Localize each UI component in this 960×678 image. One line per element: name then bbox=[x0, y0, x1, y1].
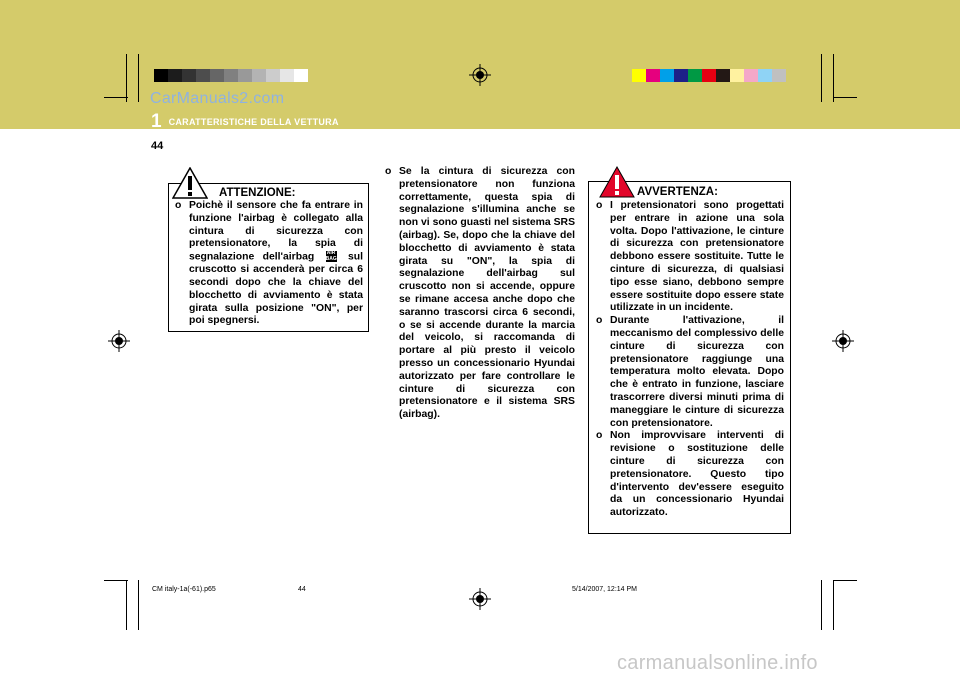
crop-mark bbox=[821, 54, 822, 102]
chapter-heading bbox=[151, 111, 339, 133]
registration-mark-icon bbox=[469, 64, 491, 86]
footer-page: 44 bbox=[298, 586, 306, 593]
color-swatch bbox=[772, 69, 786, 82]
color-swatch bbox=[688, 69, 702, 82]
registration-mark-icon bbox=[832, 330, 854, 352]
page-number: 44 bbox=[151, 140, 164, 152]
grayscale-swatch bbox=[252, 69, 266, 82]
list-item bbox=[596, 200, 784, 315]
grayscale-swatch bbox=[266, 69, 280, 82]
avvertenza-title: AVVERTENZA: bbox=[637, 186, 718, 198]
middle-paragraph: Se la cintura di sicurezza con pretensionatore non funziona correttamente, questa spia di segnalazione s'illumina anche se non vi sono guasti nel sistema SRS (airbag). Se, dopo che la chiave del blocchetto di avviamento è stata girata su "ON", la spia di segnalazione dell'airbag sul cruscotto non si accende, oppure se rimane accesa anche dopo che saranno trascorsi circa 6 secondi, o se si accende durante la marcia del veicolo, si raccomanda di portare al più presto il veicolo presso un concessionario Hyundai autorizzato per fare controllare le cinture di sicurezza con pretensionatore e il sistema SRS (airbag). bbox=[399, 166, 575, 421]
list-item-text: I pretensionatori sono progettati per entrare in azione una sola volta. Dopo l'attivazione, le cinture di sicurezza con pretensionatore debbono essere sostituite. Tutte le cinture di sicurezza, di qualsiasi tipo esse siano, debbono sempre essere sostituite dopo essere state utilizzate in un incidente. bbox=[610, 200, 784, 314]
left-color-swatches bbox=[154, 69, 308, 82]
grayscale-swatch bbox=[294, 69, 308, 82]
crop-mark bbox=[104, 580, 128, 581]
bullet: o bbox=[596, 430, 603, 442]
list-item bbox=[596, 315, 784, 430]
color-swatch bbox=[758, 69, 772, 82]
bullet: o bbox=[385, 166, 392, 177]
bullet: o bbox=[175, 200, 182, 211]
list-item bbox=[596, 430, 784, 520]
crop-mark bbox=[138, 580, 139, 630]
crop-mark bbox=[833, 580, 857, 581]
color-swatch bbox=[716, 69, 730, 82]
registration-mark-icon bbox=[108, 330, 130, 352]
crop-mark bbox=[126, 580, 127, 630]
site-watermark[interactable]: CarManuals2.com bbox=[150, 90, 285, 107]
chapter-title: CARATTERISTICHE DELLA VETTURA bbox=[168, 117, 339, 127]
list-item-text: Durante l'attivazione, il meccanismo del complessivo delle cinture di sicurezza con pretensionatore raggiunge una temperatura molto elevata. Dopo che è entrato in funzione, lasciare trascorrere diversi minuti prima di maneggiare le cinture di sicurezza con pretensionatore. bbox=[610, 315, 784, 429]
crop-mark bbox=[126, 54, 127, 102]
warning-icon bbox=[599, 166, 635, 198]
grayscale-swatch bbox=[182, 69, 196, 82]
bullet: o bbox=[596, 200, 603, 211]
chapter-number: 1 bbox=[151, 111, 162, 132]
grayscale-swatch bbox=[154, 69, 168, 82]
grayscale-swatch bbox=[280, 69, 294, 82]
airbag-warning-icon: AIR BAG bbox=[325, 250, 337, 262]
color-swatch bbox=[632, 69, 646, 82]
footer-file-name: CM italy-1a(-61).p65 bbox=[152, 586, 216, 593]
crop-mark bbox=[104, 97, 128, 98]
grayscale-swatch bbox=[224, 69, 238, 82]
crop-mark bbox=[821, 580, 822, 630]
color-swatch bbox=[646, 69, 660, 82]
crop-mark bbox=[833, 580, 834, 630]
warning-icon bbox=[172, 167, 208, 199]
registration-mark-icon bbox=[469, 588, 491, 610]
color-swatch bbox=[730, 69, 744, 82]
footer-timestamp: 5/14/2007, 12:14 PM bbox=[572, 586, 637, 593]
grayscale-swatch bbox=[168, 69, 182, 82]
avvertenza-list bbox=[596, 200, 784, 520]
color-swatch bbox=[660, 69, 674, 82]
color-swatch bbox=[744, 69, 758, 82]
crop-mark bbox=[138, 54, 139, 102]
color-swatch bbox=[674, 69, 688, 82]
attenzione-text bbox=[175, 200, 363, 328]
middle-text bbox=[385, 166, 575, 422]
crop-mark bbox=[833, 97, 857, 98]
attenzione-text-part1: Poichè il sensore che fa entrare in funzione l'airbag è collegato alla cintura di sicurezza con pretensionatore, la spia di segnalazione dell'airbag bbox=[189, 200, 363, 263]
crop-mark bbox=[833, 54, 834, 102]
grayscale-swatch bbox=[196, 69, 210, 82]
grayscale-swatch bbox=[210, 69, 224, 82]
list-item-text: Non improvvisare interventi di revisione o sostituzione delle cinture di sicurezza con pretensionatore. Questo tipo d'intervento dev'essere eseguito da un concessionario Hyundai autorizzato. bbox=[610, 430, 784, 519]
color-swatch bbox=[702, 69, 716, 82]
attenzione-title: ATTENZIONE: bbox=[219, 187, 296, 199]
right-color-swatches bbox=[632, 69, 786, 82]
grayscale-swatch bbox=[238, 69, 252, 82]
site-watermark-bottom[interactable]: carmanualsonline.info bbox=[617, 652, 818, 674]
attenzione-text-part2: sul cruscotto si accenderà per circa 6 secondi dopo che la chiave del blocchetto di avviamento è stata girata sulla posizione "ON", per poi spegnersi. bbox=[189, 251, 363, 327]
bullet: o bbox=[596, 315, 603, 327]
